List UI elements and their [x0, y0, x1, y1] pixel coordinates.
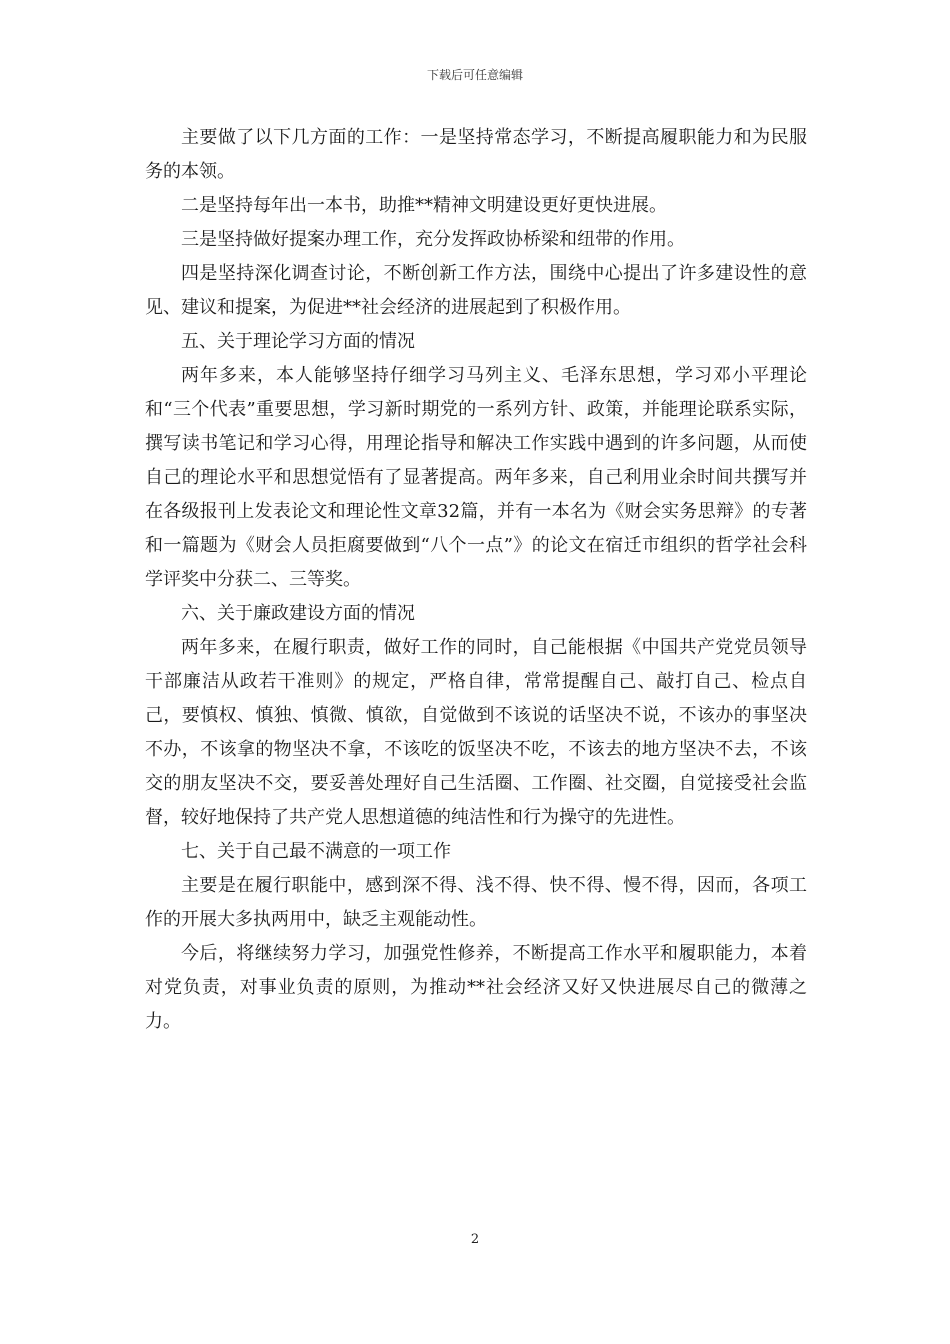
- paragraph-item-four: 四是坚持深化调查讨论，不断创新工作方法，围绕中心提出了许多建设性的意见、建议和提案，为促进**社会经济的进展起到了积极作用。: [145, 263, 807, 318]
- section-heading-theory-study: 五、关于理论学习方面的情况: [181, 331, 415, 352]
- paragraph-item-two: 二是坚持每年出一本书，助推**精神文明建设更好更快进展。: [181, 195, 667, 216]
- paragraph-item-three: 三是坚持做好提案办理工作，充分发挥政协桥梁和纽带的作用。: [181, 229, 685, 250]
- paragraph-work-summary: 主要做了以下几方面的工作：一是坚持常态学习，不断提高履职能力和为民服务的本领。: [145, 127, 807, 182]
- page-number: 2: [470, 1232, 480, 1247]
- page-header: 下载后可任意编辑: [426, 68, 523, 82]
- section-heading-integrity: 六、关于廉政建设方面的情况: [181, 603, 415, 624]
- section-heading-least-satisfied: 七、关于自己最不满意的一项工作: [181, 841, 451, 862]
- paragraph-future-plan: 今后，将继续努力学习，加强党性修养，不断提高工作水平和履职能力，本着对党负责，对事业负责的原则，为推动**社会经济又好又快进展尽自己的微薄之力。: [145, 943, 807, 1032]
- document-body: [145, 121, 807, 1039]
- paragraph-theory-study: 两年多来，本人能够坚持仔细学习马列主义、毛泽东思想，学习邓小平理论和“三个代表”重要思想，学习新时期党的一系列方针、政策，并能理论联系实际，撰写读书笔记和学习心得，用理论指导和解决工作实践中遇到的许多问题，从而使自己的理论水平和思想觉悟有了显著提高。两年多来，自己利用业余时间共撰写并在各级报刊上发表论文和理论性文章32篇，并有一本名为《财会实务思辩》的专著和一篇题为《财会人员拒腐要做到“八个一点”》的论文在宿迁市组织的哲学社会科学评奖中分获二、三等奖。: [145, 365, 807, 590]
- paragraph-least-satisfied: 主要是在履行职能中，感到深不得、浅不得、快不得、慢不得，因而，各项工作的开展大多执两用中，缺乏主观能动性。: [145, 875, 807, 930]
- paragraph-integrity: 两年多来，在履行职责，做好工作的同时，自己能根据《中国共产党党员领导干部廉洁从政若干准则》的规定，严格自律，常常提醒自己、敲打自己、检点自己，要慎权、慎独、慎微、慎欲，自觉做到不该说的话坚决不说，不该办的事坚决不办，不该拿的物坚决不拿，不该吃的饭坚决不吃，不该去的地方坚决不去，不该交的朋友坚决不交，要妥善处理好自己生活圈、工作圈、社交圈，自觉接受社会监督，较好地保持了共产党人思想道德的纯洁性和行为操守的先进性。: [145, 637, 807, 828]
